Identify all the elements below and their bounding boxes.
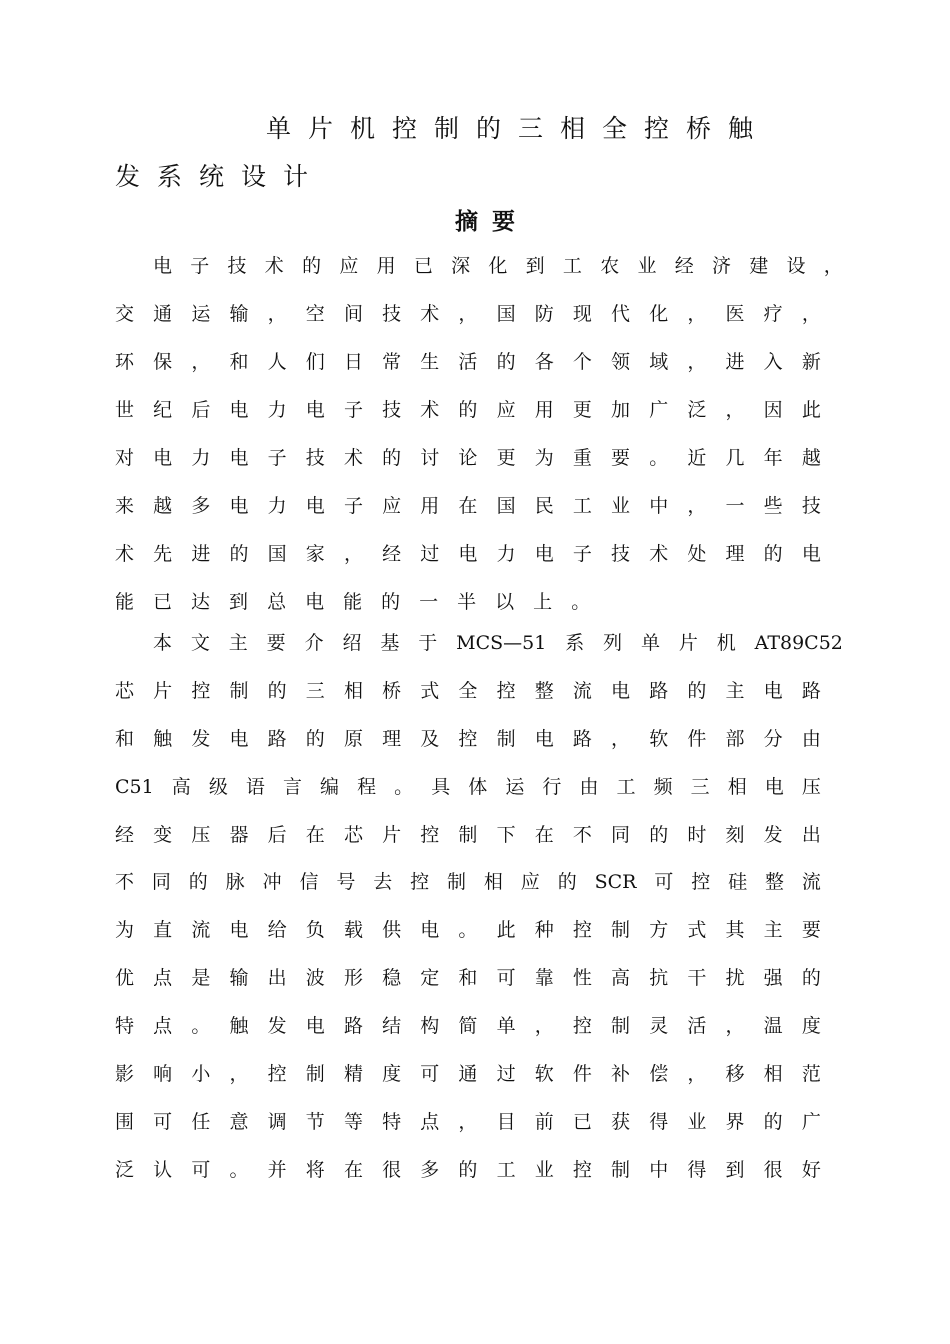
text-line: 优 点 是 输 出 波 形 稳 定 和 可 靠 性 高 抗 干 扰 强 的 — [115, 967, 821, 989]
text-line: 来 越 多 电 力 电 子 应 用 在 国 民 工 业 中 ， 一 些 技 — [115, 495, 821, 517]
text-line: 能 已 达 到 总 电 能 的 一 半 以 上 。 — [115, 591, 591, 613]
text-line: 环 保 ， 和 人 们 日 常 生 活 的 各 个 领 域 ， 进 入 新 — [115, 351, 821, 373]
text-line: 本 文 主 要 介 绍 基 于 MCS—51 系 列 单 片 机 AT89C52 — [153, 632, 843, 654]
text-line: 影 响 小 ， 控 制 精 度 可 通 过 软 件 补 偿 ， 移 相 范 — [115, 1063, 821, 1085]
abstract-heading: 摘要 — [455, 209, 529, 235]
text-line: 对 电 力 电 子 技 术 的 讨 论 更 为 重 要 。 近 几 年 越 — [115, 447, 821, 469]
text-line: 芯 片 控 制 的 三 相 桥 式 全 控 整 流 电 路 的 主 电 路 — [115, 680, 821, 702]
text-line: C51 高 级 语 言 编 程 。 具 体 运 行 由 工 频 三 相 电 压 — [115, 776, 821, 798]
text-line: 不 同 的 脉 冲 信 号 去 控 制 相 应 的 SCR 可 控 硅 整 流 — [115, 871, 821, 893]
text-line: 围 可 任 意 调 节 等 特 点 ， 目 前 已 获 得 业 界 的 广 — [115, 1111, 821, 1133]
text-line: 交 通 运 输 ， 空 间 技 术 ， 国 防 现 代 化 ， 医 疗 ， — [115, 303, 821, 325]
document-title-line-2: 发系统设计 — [115, 162, 326, 191]
text-line: 和 触 发 电 路 的 原 理 及 控 制 电 路 ， 软 件 部 分 由 — [115, 728, 821, 750]
text-line: 泛 认 可 。 并 将 在 很 多 的 工 业 控 制 中 得 到 很 好 — [115, 1159, 821, 1181]
document-title-line-1: 单片机控制的三相全控桥触 — [266, 114, 771, 143]
text-line: 电 子 技 术 的 应 用 已 深 化 到 工 农 业 经 济 建 设 ， — [153, 255, 843, 277]
text-line: 世 纪 后 电 力 电 子 技 术 的 应 用 更 加 广 泛 ， 因 此 — [115, 399, 821, 421]
text-line: 特 点 。 触 发 电 路 结 构 简 单 ， 控 制 灵 活 ， 温 度 — [115, 1015, 821, 1037]
text-line: 经 变 压 器 后 在 芯 片 控 制 下 在 不 同 的 时 刻 发 出 — [115, 824, 821, 846]
text-line: 术 先 进 的 国 家 ， 经 过 电 力 电 子 技 术 处 理 的 电 — [115, 543, 821, 565]
text-line: 为 直 流 电 给 负 载 供 电 。 此 种 控 制 方 式 其 主 要 — [115, 919, 821, 941]
